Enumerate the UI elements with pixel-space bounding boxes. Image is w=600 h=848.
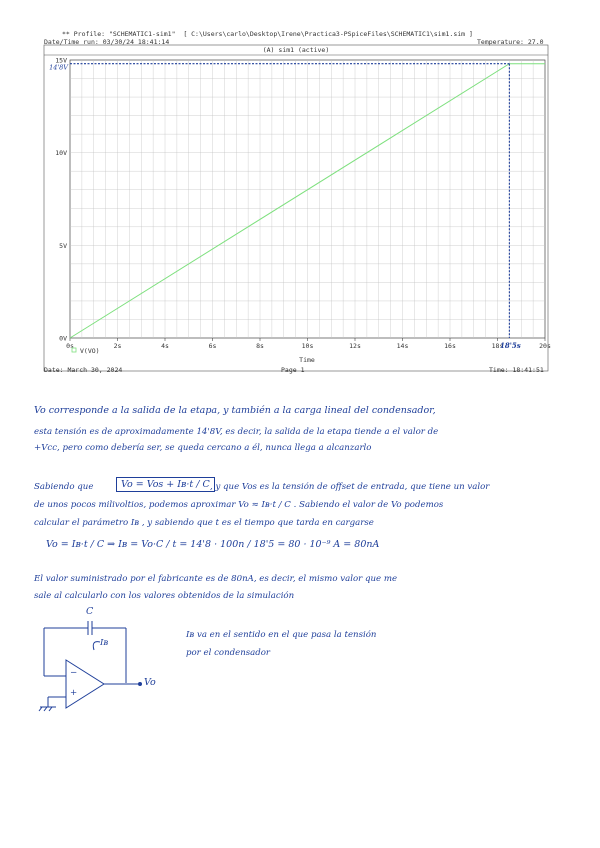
y-tick-label: 15V xyxy=(55,56,67,65)
y-tick-label: 10V xyxy=(55,149,67,158)
output-node xyxy=(138,682,142,686)
temperature: Temperature: 27.0 xyxy=(477,38,544,46)
plot-grid xyxy=(70,60,545,338)
ground-hatch-3 xyxy=(49,707,52,711)
transient-plot xyxy=(0,0,600,380)
boxed-formula: Vo = Vos + Iʙ·t / C xyxy=(116,477,215,492)
note-p3-line2: sale al calcularlo con los valores obtenidos de la simulación xyxy=(34,591,295,601)
x-tick-label: 2s xyxy=(113,342,122,350)
y-tick-label: 5V xyxy=(59,241,67,250)
note-p3-line1: El valor suministrado por el fabricante es de 80nA, es decir, el mismo valor que me xyxy=(34,574,398,584)
output-label: Vo xyxy=(144,677,156,688)
note-p2-intro: Sabiendo que xyxy=(34,482,94,492)
plot-title: (A) sim1 (active) xyxy=(262,46,330,54)
note-p1-line3: +Vcc, pero como debería ser, se queda cercano a él, nunca llega a alcanzarlo xyxy=(34,443,372,453)
current-label: Iʙ xyxy=(100,638,109,648)
ground-hatch-2 xyxy=(44,707,47,711)
minus-input-label: − xyxy=(70,668,78,678)
note-p1-line1: Vo corresponde a la salida de la etapa, y también a la carga lineal del condensador, xyxy=(34,405,436,416)
datetime-run: Date/Time run: 03/30/24 18:41:14 xyxy=(44,38,170,46)
side-note-line1: Iʙ va en el sentido en el que pasa la tensión xyxy=(186,630,377,640)
note-p2-line1b: , y que Vos es la tensión de offset de entrada, que tiene un valor xyxy=(210,482,490,492)
x-tick-label: 4s xyxy=(161,342,169,350)
note-p2-line2: de unos pocos milivoltios, podemos aproximar Vo ≈ Iʙ·t / C . Sabiendo el valor de Vo podemos xyxy=(34,500,444,510)
note-p2-line3: calcular el parámetro Iʙ , y sabiendo que t es el tiempo que tarda en cargarse xyxy=(34,518,374,528)
x-tick-label: 12s xyxy=(349,342,361,350)
tick-labels xyxy=(55,57,551,351)
x-tick-label: 10s xyxy=(301,342,314,350)
x-tick-label: 18s xyxy=(491,342,504,350)
x-tick-label: 14s xyxy=(396,342,409,350)
x-tick-label: 6s xyxy=(208,342,217,350)
ground-hatch-1 xyxy=(39,707,42,711)
profile-line: ** Profile: "SCHEMATIC1-sim1" [ C:\Users\carlo\Desktop\Irene\Practica3-PSpiceFiles\SCHEMATIC1\sim1.sim ] xyxy=(62,30,473,38)
plot-outer-frame xyxy=(44,45,548,371)
capacitor-label: C xyxy=(86,606,94,617)
y-tick-label: 0V xyxy=(59,334,67,343)
footer-page: Page 1 xyxy=(281,366,305,374)
ib-calculation: Vo = Iʙ·t / C ⇒ Iʙ = Vo·C / t = 14'8 · 100n / 18'5 = 80 · 10⁻⁹ A = 80nA xyxy=(46,539,380,550)
saturation-voltage-label: 14'8V xyxy=(49,63,68,72)
x-axis-label: Time xyxy=(299,356,315,364)
legend xyxy=(72,347,100,355)
current-arrow xyxy=(93,642,100,650)
x-tick-label: 16s xyxy=(444,342,456,350)
x-tick-label: 0s xyxy=(66,342,74,350)
plus-input-label: + xyxy=(70,688,78,698)
footer-date: Date: March 30, 2024 xyxy=(44,366,123,374)
x-tick-label: 8s xyxy=(256,342,264,350)
note-p1-line2: esta tensión es de aproximadamente 14'8V, es decir, la salida de la etapa tiende a el valor de xyxy=(34,427,439,437)
side-note-line2: por el condensador xyxy=(186,648,271,658)
footer-time: Time: 18:41:51 xyxy=(489,366,544,374)
x-tick-label: 20s xyxy=(539,342,551,350)
saturation-time-label: 18'5s xyxy=(500,341,521,350)
legend-entry: V(VO) xyxy=(80,347,100,355)
